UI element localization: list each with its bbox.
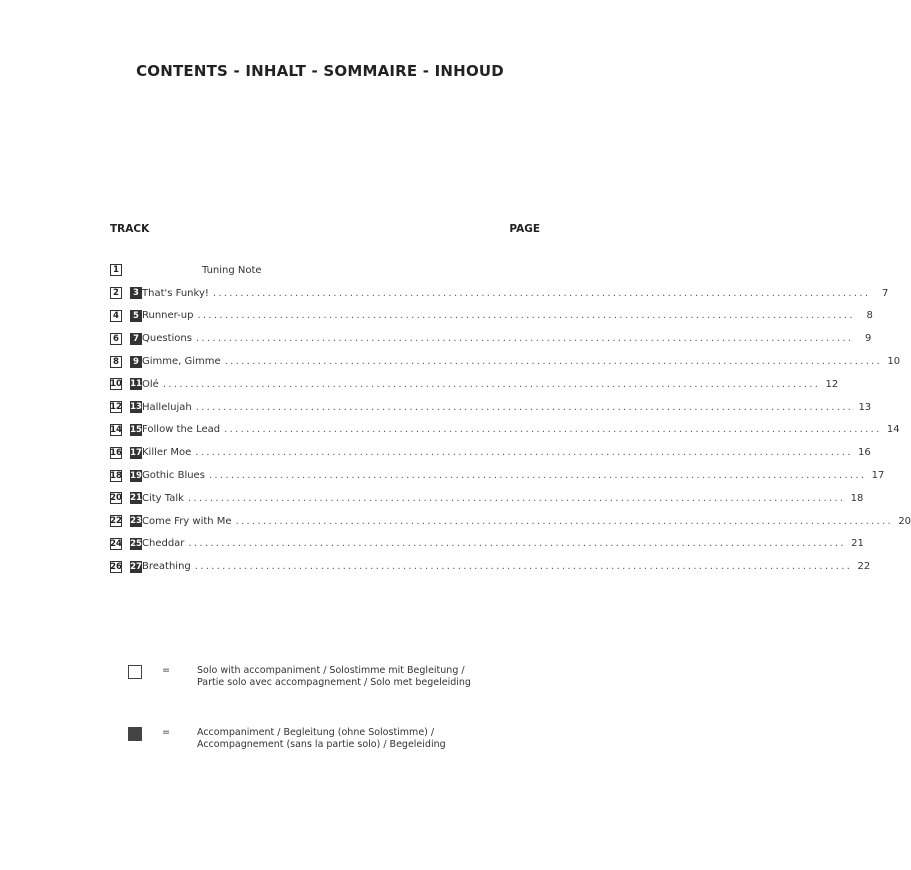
piece-title: Runner-up	[142, 310, 194, 322]
accompaniment-track-number: 13	[130, 402, 142, 413]
page-header: PAGE	[509, 223, 540, 235]
accompaniment-track-number: 3	[130, 287, 142, 299]
solo-track-number: 22	[110, 516, 122, 527]
dot-leader: ........................................................................................................................	[188, 538, 846, 550]
dot-leader: ........................................................................................................................	[235, 515, 894, 527]
dot-leader: ........................................................................................................................	[224, 424, 882, 436]
accompaniment-track-number: 11	[130, 379, 142, 390]
contents-entry	[110, 259, 540, 282]
dot-leader: ........................................................................................................................	[212, 287, 871, 299]
contents-entry	[110, 373, 839, 396]
contents-entry	[110, 350, 901, 373]
accompaniment-track-number: 23	[130, 516, 142, 527]
equals-sign: =	[162, 727, 170, 738]
contents-entry	[110, 282, 889, 305]
contents-entry	[110, 441, 871, 464]
accompaniment-track-number: 25	[130, 538, 142, 549]
accompaniment-track-number: 15	[130, 424, 142, 435]
piece-title: Follow the Lead	[142, 424, 221, 436]
page-number: 22	[857, 561, 871, 573]
legend-accompaniment	[128, 727, 446, 751]
page-number: 18	[850, 492, 864, 504]
piece-title: That's Funky!	[142, 287, 209, 299]
page-number: 8	[866, 310, 873, 322]
solo-track-number: 2	[110, 287, 122, 299]
dot-leader: ........................................................................................................................	[162, 378, 821, 390]
legend-text: Accompaniment / Begleitung (ohne Solostimme) /	[197, 727, 435, 738]
solo-track-number: 26	[110, 561, 122, 572]
dot-leader: ........................................................................................................................	[197, 310, 855, 322]
accompaniment-track-number: 21	[130, 493, 142, 504]
piece-title: Cheddar	[142, 538, 185, 550]
accompaniment-track-number: 9	[130, 356, 142, 368]
accompaniment-track-number: 19	[130, 470, 142, 481]
page-number: 20	[898, 515, 911, 527]
piece-title: Breathing	[142, 561, 191, 573]
contents-list	[110, 259, 911, 578]
page-number: 14	[886, 424, 900, 436]
piece-title: Hallelujah	[142, 401, 192, 413]
page-number: 9	[865, 333, 872, 345]
solo-track-number: 16	[110, 447, 122, 458]
legend-text: Solo with accompaniment / Solostimme mit Begleitung /	[197, 665, 465, 676]
legend-text: Accompagnement (sans la partie solo) / Begeleiding	[197, 739, 446, 750]
piece-title: Questions	[142, 333, 192, 345]
contents-entry	[110, 510, 911, 533]
solo-track-number: 12	[110, 402, 122, 413]
dot-leader: ........................................................................................................................	[208, 470, 867, 482]
piece-title: Gothic Blues	[142, 470, 205, 482]
page-number: 13	[858, 401, 872, 413]
solo-track-number: 24	[110, 538, 122, 549]
dot-leader: ........................................................................................................................	[224, 356, 883, 368]
solo-track-number: 14	[110, 424, 122, 435]
page-number: 17	[871, 470, 885, 482]
contents-entry	[110, 464, 885, 487]
page-number: 16	[857, 447, 871, 459]
solo-track-number: 1	[110, 264, 122, 276]
accompaniment-box-icon	[128, 727, 142, 741]
dot-leader: ........................................................................................................................	[194, 561, 853, 573]
accompaniment-track-number: 17	[130, 447, 142, 458]
piece-title: Come Fry with Me	[142, 515, 232, 527]
page-number: 10	[887, 356, 901, 368]
legend-solo	[128, 665, 471, 689]
solo-track-number: 18	[110, 470, 122, 481]
dot-leader: ........................................................................................................................	[195, 447, 853, 459]
legend-text: Partie solo avec accompagnement / Solo met begeleiding	[197, 677, 471, 688]
accompaniment-track-number: 27	[130, 561, 142, 572]
contents-entry	[110, 487, 864, 510]
accompaniment-track-number: 7	[130, 333, 142, 345]
piece-title: Tuning Note	[202, 264, 262, 276]
piece-title: Killer Moe	[142, 447, 192, 459]
piece-title: City Talk	[142, 492, 184, 504]
dot-leader: ........................................................................................................................	[195, 333, 854, 345]
solo-track-number: 8	[110, 356, 122, 368]
solo-track-number: 6	[110, 333, 122, 345]
dot-leader: ........................................................................................................................	[187, 492, 846, 504]
equals-sign: =	[162, 665, 170, 676]
solo-track-number: 10	[110, 379, 122, 390]
contents-entry	[110, 327, 872, 350]
page-number: 21	[851, 538, 864, 550]
contents-entry	[110, 555, 871, 578]
contents-entry	[110, 396, 872, 419]
solo-box-icon	[128, 665, 142, 679]
piece-title: Gimme, Gimme	[142, 356, 221, 368]
dot-leader: ........................................................................................................................	[195, 401, 854, 413]
solo-track-number: 20	[110, 493, 122, 504]
contents-entry	[110, 419, 900, 442]
solo-track-number: 4	[110, 310, 122, 322]
piece-title: Olé	[142, 378, 159, 390]
contents-entry	[110, 305, 873, 328]
track-header: TRACK	[110, 223, 150, 235]
page-number: 12	[825, 378, 839, 390]
accompaniment-track-number: 5	[130, 310, 142, 322]
page-title: CONTENTS - INHALT - SOMMAIRE - INHOUD	[136, 62, 504, 80]
contents-entry	[110, 533, 864, 556]
page-number: 7	[881, 287, 889, 299]
